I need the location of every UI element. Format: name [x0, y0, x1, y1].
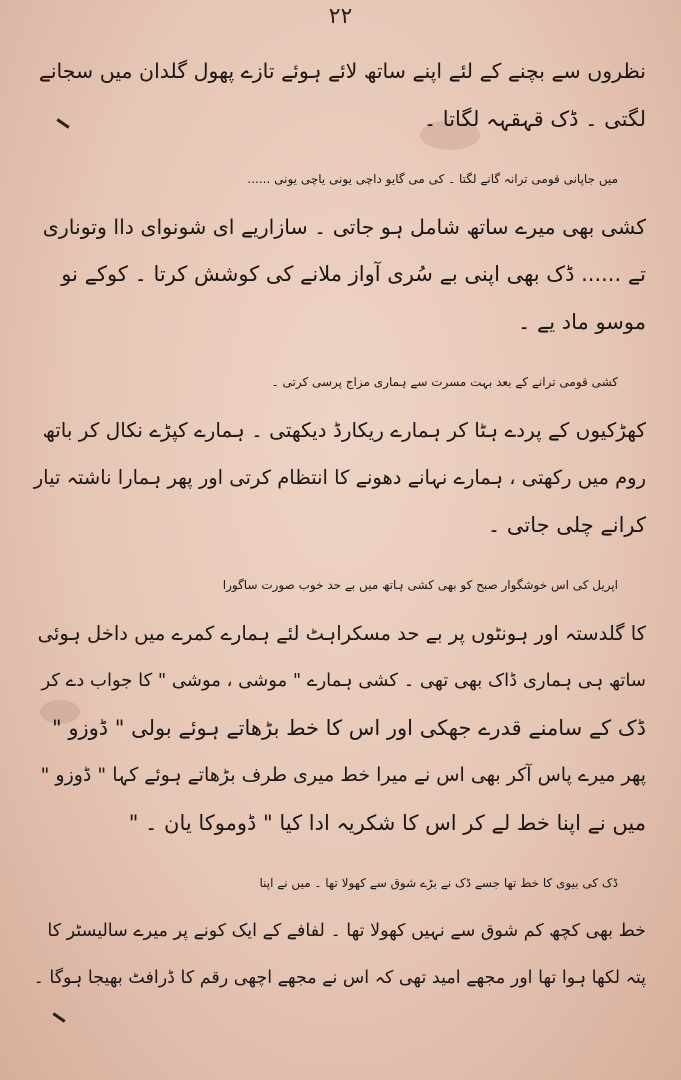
page-number: ۲۲ — [328, 4, 353, 29]
text-line: ڈک کی بیوی کا خط تھا جسے ڈک نے بڑے شوق سے کھولا تھا ۔ میں نے اپنا — [259, 876, 618, 890]
text-line: کھڑکیوں کے پردے ہٹا کر ہمارے ریکارڈ دیکھتی ۔ ہمارے کپڑے نکال کر باتھ — [42, 417, 646, 442]
text-line: کشی قومی ترانے کے بعد بہت مسرت سے ہماری مزاج پرسی کرتی ۔ — [271, 375, 618, 389]
text-line: میں جاپانی قومی ترانہ گانے لگتا ۔ کی می گایو داچی یونی یاچی یونی ...... — [247, 172, 618, 186]
text-line: کشی بھی میرے ساتھ شامل ہو جاتی ۔ سازاریے ای شونوای داا وتوناری — [42, 214, 646, 239]
paragraph — [34, 48, 646, 143]
page-body — [34, 48, 646, 1016]
paragraph — [34, 156, 646, 346]
text-line: روم میں رکھتی ، ہمارے نہانے دھونے کا انتظام کرتی اور پھر ہمارا ناشتہ تیار — [33, 466, 646, 489]
text-line: لگتی ۔ ڈک قہقہہ لگاتا ۔ — [423, 106, 646, 131]
text-line: اپریل کی اس خوشگوار صبح کو بھی کشی ہاتھ میں بے حد خوب صورت ساگورا — [222, 578, 618, 592]
paragraph — [34, 860, 646, 1003]
text-line: پھر میرے پاس آکر بھی اس نے میرا خط میری طرف بڑھاتے ہوئے کہا " ڈوزو " — [40, 764, 646, 786]
text-line: میں نے اپنا خط لے کر اس کا شکریہ ادا کیا " ڈوموکا یان ۔ " — [128, 810, 646, 835]
text-line: تے ...... ڈک بھی اپنی بے سُری آواز ملانے کی کوشش کرتا ۔ کوکے نو — [61, 262, 646, 286]
paragraph — [34, 562, 646, 847]
text-line: کرانے چلی جاتی ۔ — [487, 512, 646, 537]
text-line: ڈک کے سامنے قدرے جھکی اور اس کا خط بڑھاتے ہوئے بولی " ڈوزو " — [52, 715, 646, 740]
text-line: ساتھ ہی ہماری ڈاک بھی تھی ۔ کشی ہمارے " موشی ، موشی " کا جواب دے کر — [41, 670, 646, 691]
text-line: کا گلدستہ اور ہونٹوں پر بے حد مسکراہٹ لئے ہمارے کمرے میں داخل ہوئی — [37, 621, 646, 645]
paragraph — [34, 359, 646, 549]
text-line: نظروں سے بچنے کے لئے اپنے ساتھ لائے ہوئے تازے پھول گلدان میں سجانے — [38, 59, 646, 83]
text-line: موسو ماد یے ۔ — [517, 309, 646, 334]
text-line: پتہ لکھا ہوا تھا اور مجھے امید تھی کہ اس نے مجھے اچھی رقم کا ڈرافٹ بھیجا ہوگا ۔ — [33, 968, 646, 988]
text-line: خط بھی کچھ کم شوق سے نہیں کھولا تھا ۔ لفافے کے ایک کونے پر میرے سالیسٹر کا — [47, 920, 646, 941]
